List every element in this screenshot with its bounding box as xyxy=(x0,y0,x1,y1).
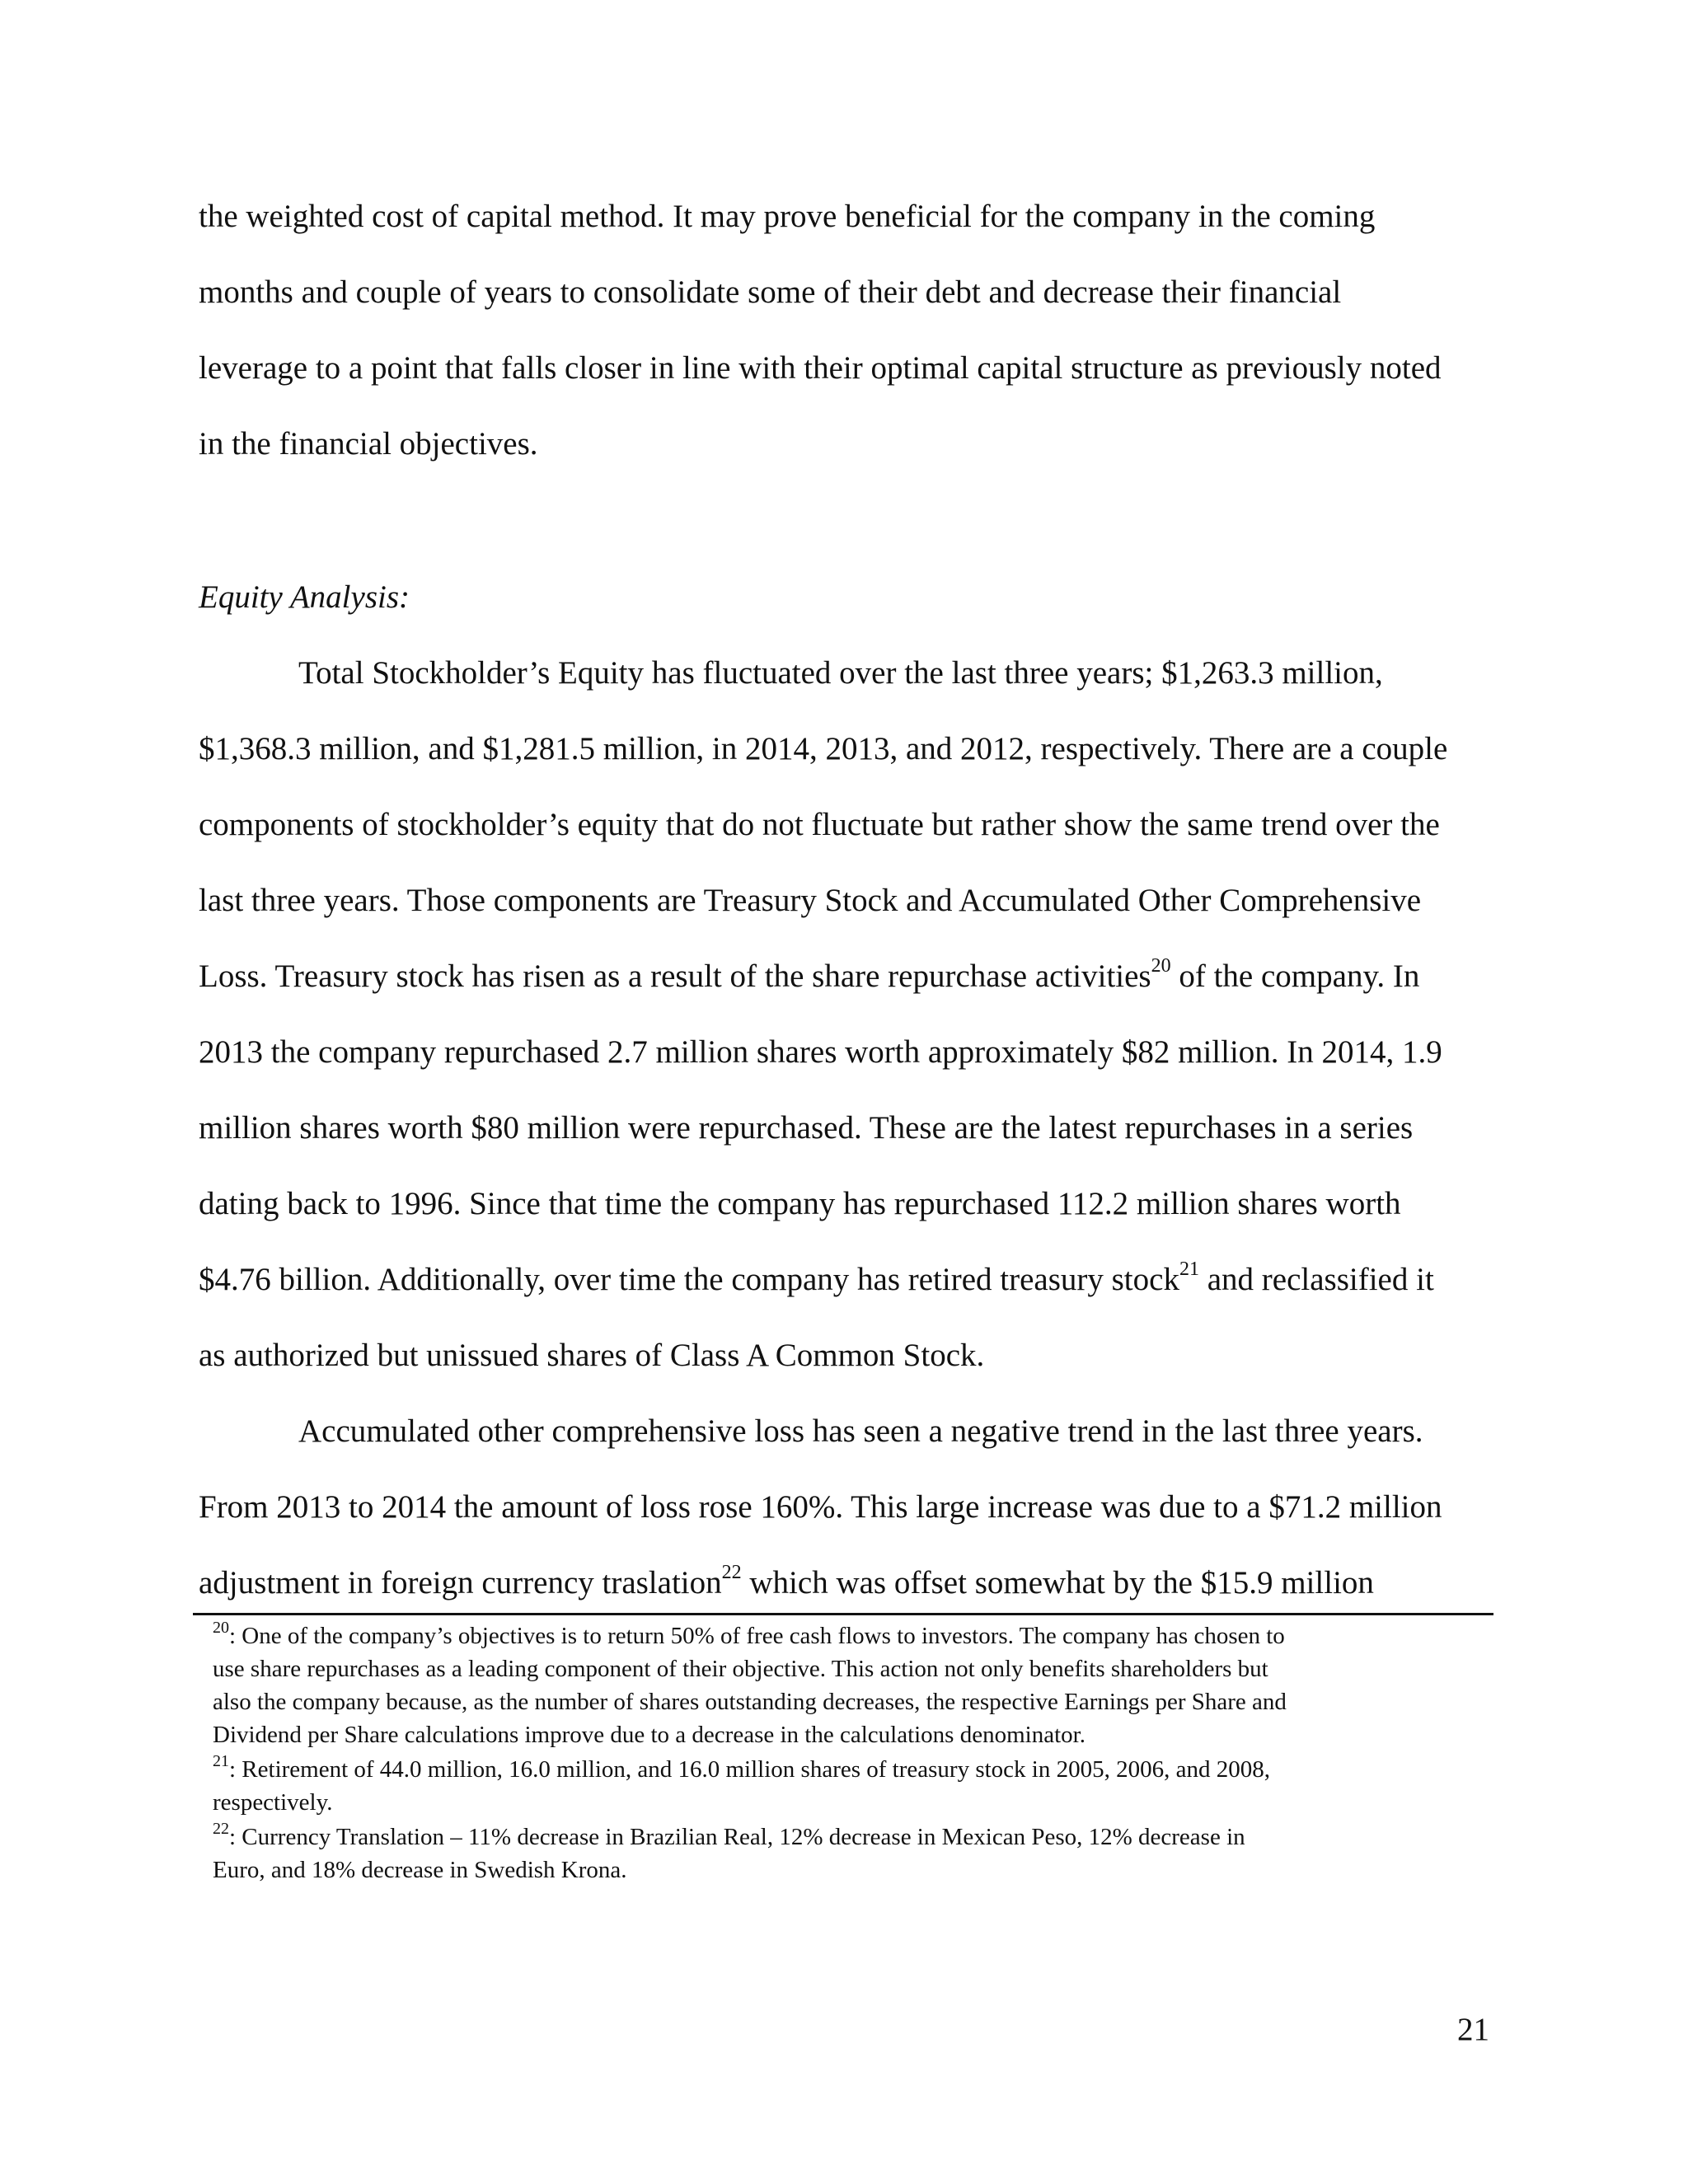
para1-line-6: 2013 the company repurchased 2.7 million shares worth approximately $82 million. In 2014, 1.9 xyxy=(199,1034,1442,1070)
footnote-22-line-2: Euro, and 18% decrease in Swedish Krona. xyxy=(213,1857,627,1883)
para1-line-5-text-a: Loss. Treasury stock has risen as a result of the share repurchase activities xyxy=(199,958,1151,994)
intro-line-3: leverage to a point that falls closer in line with their optimal capital structure as previously noted xyxy=(199,350,1442,386)
para1-line-8: dating back to 1996. Since that time the company has repurchased 112.2 million shares worth xyxy=(199,1186,1401,1221)
footnote-20-line-1 xyxy=(213,1619,1285,1650)
footnote-ref-21[interactable]: 21 xyxy=(1179,1258,1199,1280)
intro-line-1: the weighted cost of capital method. It may prove beneficial for the company in the coming xyxy=(199,199,1376,234)
footnote-22-line-1 xyxy=(213,1820,1245,1851)
footnote-21-text-1: : Retirement of 44.0 million, 16.0 million, and 16.0 million shares of treasury stock in 2005, 2006, and 2008, xyxy=(229,1756,1270,1783)
para2-line-2: From 2013 to 2014 the amount of loss rose 160%. This large increase was due to a $71.2 million xyxy=(199,1489,1442,1525)
footnote-20-text-1: : One of the company’s objectives is to return 50% of free cash flows to investors. The company has chosen to xyxy=(229,1623,1285,1649)
footnote-ref-20[interactable]: 20 xyxy=(1151,955,1171,977)
para1-line-5 xyxy=(199,955,1420,996)
footnote-20-line-3: also the company because, as the number of shares outstanding decreases, the respective Earnings per Share and xyxy=(213,1689,1287,1715)
para1-line-1: Total Stockholder’s Equity has fluctuated over the last three years; $1,263.3 million, xyxy=(298,655,1383,691)
footnote-20-mark: 20 xyxy=(213,1619,229,1638)
footnote-separator xyxy=(193,1613,1493,1615)
intro-line-2: months and couple of years to consolidate some of their debt and decrease their financial xyxy=(199,274,1342,310)
para1-line-9-text-a: $4.76 billion. Additionally, over time the company has retired treasury stock xyxy=(199,1262,1179,1297)
footnote-22-mark: 22 xyxy=(213,1820,229,1839)
para2-line-3 xyxy=(199,1564,1374,1602)
footnote-21-line-1 xyxy=(213,1752,1270,1783)
para2-line-1: Accumulated other comprehensive loss has seen a negative trend in the last three years. xyxy=(298,1413,1423,1449)
footnote-21-line-2: respectively. xyxy=(213,1789,333,1816)
para2-line-3-text-b: which was offset somewhat by the $15.9 million xyxy=(741,1565,1374,1601)
para2-line-3-text-a: adjustment in foreign currency traslation xyxy=(199,1565,722,1601)
para1-line-3: components of stockholder’s equity that do not fluctuate but rather show the same trend over the xyxy=(199,807,1440,842)
para1-line-4: last three years. Those components are Treasury Stock and Accumulated Other Comprehensive xyxy=(199,883,1422,918)
footnote-22-text-1: : Currency Translation – 11% decrease in Brazilian Real, 12% decrease in Mexican Peso, 12% decrease in xyxy=(229,1824,1245,1850)
para1-line-7: million shares worth $80 million were repurchased. These are the latest repurchases in a series xyxy=(199,1110,1414,1146)
para1-line-2: $1,368.3 million, and $1,281.5 million, in 2014, 2013, and 2012, respectively. There are a couple xyxy=(199,731,1448,766)
page-number: 21 xyxy=(1457,2012,1489,2047)
para1-line-9 xyxy=(199,1258,1434,1299)
section-heading: Equity Analysis: xyxy=(199,579,410,615)
para1-line-9-text-b: and reclassified it xyxy=(1198,1262,1434,1297)
footnote-21-mark: 21 xyxy=(213,1752,229,1771)
footnote-20-line-4: Dividend per Share calculations improve due to a decrease in the calculations denominator. xyxy=(213,1722,1085,1748)
intro-line-4: in the financial objectives. xyxy=(199,426,538,462)
footnote-20-line-2: use share repurchases as a leading component of their objective. This action not only benefits shareholders but xyxy=(213,1656,1268,1682)
para1-line-10: as authorized but unissued shares of Class A Common Stock. xyxy=(199,1338,985,1373)
para1-line-5-text-b: of the company. In xyxy=(1170,958,1420,994)
footnote-ref-22[interactable]: 22 xyxy=(721,1562,742,1583)
